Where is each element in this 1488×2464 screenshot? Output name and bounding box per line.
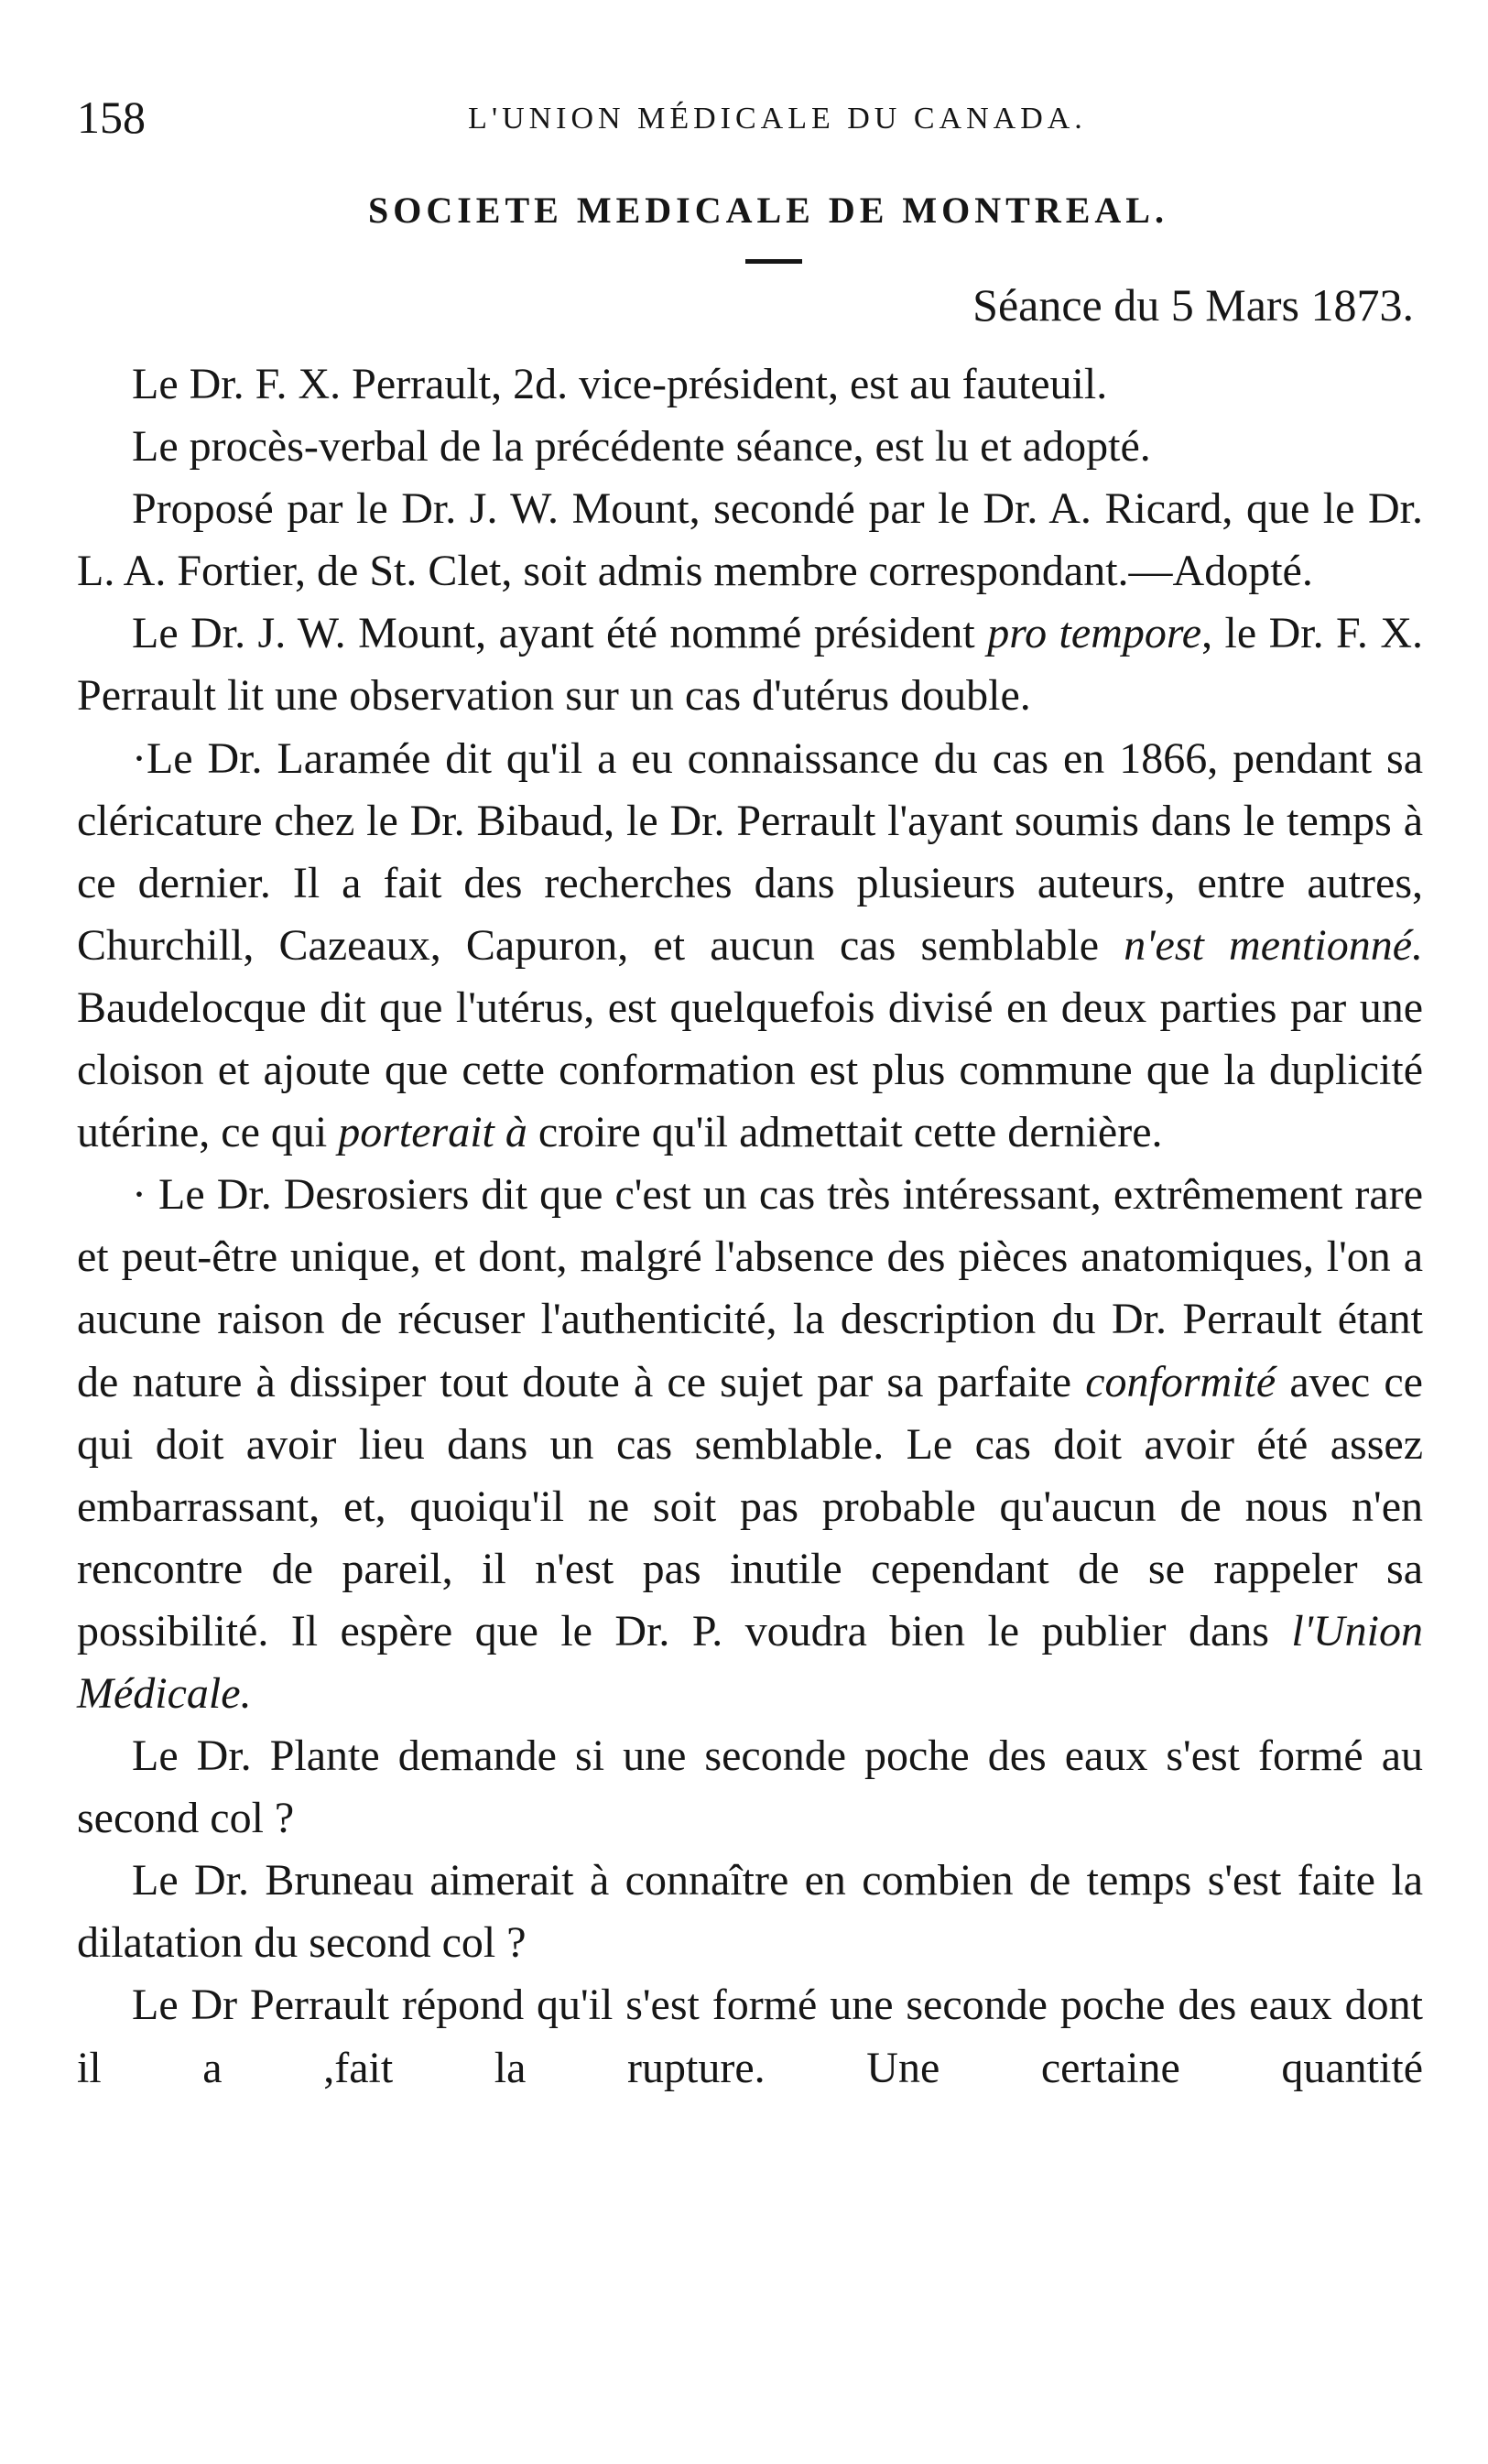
session-date: Séance du 5 Mars 1873.	[972, 279, 1414, 331]
document-page	[77, 0, 1423, 2464]
article-body	[77, 353, 1423, 2100]
paragraph: Le Dr Perrault répond qu'il s'est formé une seconde poche des eaux dont il a ,fait la rupture. Une certaine quantité	[77, 1981, 1423, 2092]
running-header	[77, 90, 1423, 145]
journal-title: L'UNION MÉDICALE DU CANADA.	[468, 102, 1087, 136]
paragraph: Le Dr. J. W. Mount, ayant été nommé président pro tempore, le Dr. F. X. Perrault lit une observation sur un cas d'utérus double.	[77, 609, 1424, 721]
paragraph: ·Le Dr. Laramée dit qu'il a eu connaissance du cas en 1866, pendant sa cléricature chez le Dr. Bibaud, le Dr. Perrault l'ayant soumis dans le temps à ce dernier. Il a fait des recherches dans plusieurs auteurs, entre autres, Churchill, Cazeaux, Capuron, et aucun cas semblable n'est mentionné. Baudelocque dit que l'utérus, est quelquefois divisé en deux parties par une cloison et ajoute que cette conformation est plus commune que la duplicité utérine, ce qui porterait à croire qu'il admettait cette dernière.	[77, 733, 1423, 1157]
paragraph: · Le Dr. Desrosiers dit que c'est un cas très intéressant, extrêmement rare et peut-être unique, et dont, malgré l'absence des pièces anatomiques, l'on a aucune raison de récuser l'authenticité, la description du Dr. Perrault étant de nature à dissiper tout doute à ce sujet par sa parfaite conformité avec ce qui doit avoir lieu dans un cas semblable. Le cas doit avoir été assez embarrassant, et, quoiqu'il ne soit pas probable qu'aucun de nous n'en rencontre de pareil, il n'est pas inutile cependant de se rappeler sa possibilité. Il espère que le Dr. P. voudra bien le publier dans l'Union Médicale.	[77, 1170, 1423, 1718]
paragraph: Le Dr. F. X. Perrault, 2d. vice-président, est au fauteuil.	[132, 360, 1108, 408]
paragraph: Le Dr. Plante demande si une seconde poche des eaux s'est formé au second col ?	[77, 1731, 1423, 1843]
title-rule	[745, 259, 802, 264]
page-number: 158	[77, 92, 146, 143]
paragraph: Le procès-verbal de la précédente séance, est lu et adopté.	[132, 422, 1151, 472]
section-title: SOCIETE MEDICALE DE MONTREAL.	[367, 190, 1168, 231]
paragraph: Le Dr. Bruneau aimerait à connaître en combien de temps s'est faite la dilatation du second col ?	[77, 1856, 1423, 1968]
paragraph: Proposé par le Dr. J. W. Mount, secondé par le Dr. A. Ricard, que le Dr. L. A. Fortier, de St. Clet, soit admis membre correspondant.—Adopté.	[77, 484, 1423, 596]
